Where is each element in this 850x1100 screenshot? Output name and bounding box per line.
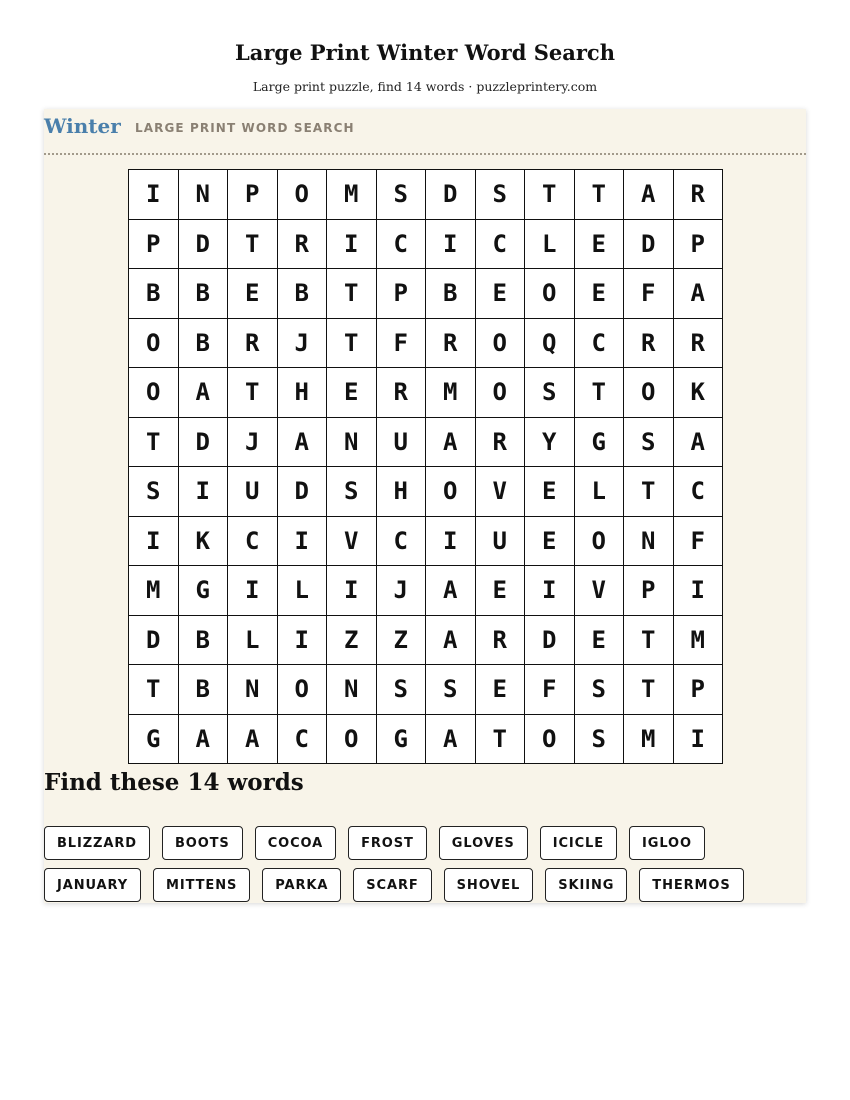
grid-cell[interactable]: T <box>575 170 625 220</box>
grid-cell[interactable]: I <box>179 467 229 517</box>
grid-cell[interactable]: E <box>476 269 526 319</box>
grid-cell[interactable]: S <box>327 467 377 517</box>
grid-cell[interactable]: I <box>426 220 476 270</box>
page-title: Large Print Winter Word Search <box>235 40 615 65</box>
grid-cell[interactable]: O <box>624 368 674 418</box>
grid-cell[interactable]: E <box>525 467 575 517</box>
grid-cell[interactable]: O <box>129 368 179 418</box>
grid-cell[interactable]: O <box>525 715 575 765</box>
grid-cell[interactable]: P <box>674 220 724 270</box>
word-chip[interactable]: IGLOO <box>629 826 705 860</box>
grid-cell[interactable]: N <box>228 665 278 715</box>
grid-cell[interactable]: S <box>476 170 526 220</box>
grid-cell[interactable]: L <box>278 566 328 616</box>
grid-cell[interactable]: I <box>129 170 179 220</box>
grid-cell[interactable]: I <box>228 566 278 616</box>
grid-cell[interactable]: T <box>476 715 526 765</box>
grid-cell[interactable]: B <box>426 269 476 319</box>
grid-cell[interactable]: N <box>327 418 377 468</box>
grid-cell[interactable]: T <box>525 170 575 220</box>
grid-cell[interactable]: P <box>129 220 179 270</box>
grid-cell[interactable]: U <box>476 517 526 567</box>
grid-cell[interactable]: B <box>179 319 229 369</box>
grid-cell[interactable]: T <box>624 616 674 666</box>
grid-cell[interactable]: D <box>624 220 674 270</box>
grid-cell[interactable]: R <box>674 319 724 369</box>
grid-cell[interactable]: T <box>327 319 377 369</box>
grid-cell[interactable]: B <box>129 269 179 319</box>
grid-cell[interactable]: R <box>476 418 526 468</box>
grid-cell[interactable]: C <box>476 220 526 270</box>
grid-cell[interactable]: I <box>327 566 377 616</box>
grid-cell[interactable]: F <box>525 665 575 715</box>
card-header <box>44 109 806 155</box>
grid-cell[interactable]: G <box>129 715 179 765</box>
grid-cell[interactable]: K <box>674 368 724 418</box>
word-list <box>44 826 764 902</box>
grid-cell[interactable]: Z <box>377 616 427 666</box>
grid-cell[interactable]: I <box>327 220 377 270</box>
grid-cell[interactable]: I <box>129 517 179 567</box>
grid-cell[interactable]: A <box>624 170 674 220</box>
grid-cell[interactable]: M <box>426 368 476 418</box>
grid-cell[interactable]: A <box>179 715 229 765</box>
grid-cell[interactable]: N <box>327 665 377 715</box>
grid-cell[interactable]: D <box>278 467 328 517</box>
grid-cell[interactable]: F <box>624 269 674 319</box>
grid-cell[interactable]: L <box>228 616 278 666</box>
grid-cell[interactable]: D <box>129 616 179 666</box>
grid-cell[interactable]: S <box>377 170 427 220</box>
grid-cell[interactable]: A <box>426 418 476 468</box>
grid-cell[interactable]: I <box>278 517 328 567</box>
grid-cell[interactable]: P <box>624 566 674 616</box>
word-chip[interactable]: SCARF <box>353 868 431 902</box>
puzzle-card <box>44 109 806 903</box>
grid-cell[interactable]: E <box>476 566 526 616</box>
grid-cell[interactable]: Y <box>525 418 575 468</box>
grid-cell[interactable]: D <box>179 418 229 468</box>
grid-cell[interactable]: C <box>278 715 328 765</box>
grid-cell[interactable]: P <box>674 665 724 715</box>
grid-cell[interactable]: O <box>476 368 526 418</box>
grid-cell[interactable]: Q <box>525 319 575 369</box>
grid-cell[interactable]: C <box>377 517 427 567</box>
grid-cell[interactable]: C <box>575 319 625 369</box>
grid-cell[interactable]: M <box>129 566 179 616</box>
grid-cell[interactable]: V <box>575 566 625 616</box>
grid-cell[interactable]: T <box>624 467 674 517</box>
grid-cell[interactable]: M <box>624 715 674 765</box>
grid-cell[interactable]: C <box>228 517 278 567</box>
word-chip[interactable]: PARKA <box>262 868 341 902</box>
grid-cell[interactable]: E <box>327 368 377 418</box>
grid-cell[interactable]: B <box>179 665 229 715</box>
grid-cell[interactable]: M <box>674 616 724 666</box>
grid-cell[interactable]: A <box>426 616 476 666</box>
grid-cell[interactable]: T <box>575 368 625 418</box>
grid-cell[interactable]: M <box>327 170 377 220</box>
theme-kicker: LARGE PRINT WORD SEARCH <box>135 121 355 135</box>
word-chip[interactable]: BLIZZARD <box>44 826 150 860</box>
grid-cell[interactable]: N <box>179 170 229 220</box>
grid-cell[interactable]: I <box>674 566 724 616</box>
grid-cell[interactable]: F <box>674 517 724 567</box>
grid-cell[interactable]: O <box>525 269 575 319</box>
word-chip[interactable]: MITTENS <box>153 868 250 902</box>
grid-cell[interactable]: Z <box>327 616 377 666</box>
grid-cell[interactable]: L <box>575 467 625 517</box>
grid-cell[interactable]: E <box>228 269 278 319</box>
grid-cell[interactable]: O <box>327 715 377 765</box>
grid-cell[interactable]: R <box>228 319 278 369</box>
grid-cell[interactable]: U <box>377 418 427 468</box>
grid-cell[interactable]: E <box>525 517 575 567</box>
grid-cell[interactable]: C <box>377 220 427 270</box>
grid-cell[interactable]: I <box>525 566 575 616</box>
grid-cell[interactable]: H <box>278 368 328 418</box>
word-chip[interactable]: JANUARY <box>44 868 141 902</box>
grid-cell[interactable]: G <box>377 715 427 765</box>
grid-cell[interactable]: A <box>278 418 328 468</box>
grid-cell[interactable]: A <box>426 715 476 765</box>
grid-cell[interactable]: V <box>327 517 377 567</box>
grid-cell[interactable]: K <box>179 517 229 567</box>
grid-cell[interactable]: J <box>228 418 278 468</box>
grid-cell[interactable]: A <box>674 269 724 319</box>
grid-cell[interactable]: L <box>525 220 575 270</box>
grid-cell[interactable]: D <box>525 616 575 666</box>
grid-cell[interactable]: E <box>575 616 625 666</box>
grid-cell[interactable]: B <box>179 616 229 666</box>
grid-cell[interactable]: T <box>228 220 278 270</box>
grid-cell[interactable]: J <box>377 566 427 616</box>
grid-cell[interactable]: S <box>624 418 674 468</box>
grid-cell[interactable]: E <box>476 665 526 715</box>
grid-cell[interactable]: P <box>228 170 278 220</box>
word-chip[interactable]: BOOTS <box>162 826 243 860</box>
grid-cell[interactable]: I <box>426 517 476 567</box>
grid-cell[interactable]: A <box>179 368 229 418</box>
grid-cell[interactable]: F <box>377 319 427 369</box>
word-chip[interactable]: THERMOS <box>639 868 743 902</box>
grid-cell[interactable]: C <box>674 467 724 517</box>
grid-cell[interactable]: D <box>426 170 476 220</box>
grid-cell[interactable]: T <box>228 368 278 418</box>
grid-cell[interactable]: G <box>575 418 625 468</box>
grid-cell[interactable]: U <box>228 467 278 517</box>
grid-cell[interactable]: B <box>278 269 328 319</box>
word-chip[interactable]: ICICLE <box>540 826 617 860</box>
grid-cell[interactable]: B <box>179 269 229 319</box>
grid-cell[interactable]: T <box>327 269 377 319</box>
grid-cell[interactable]: A <box>426 566 476 616</box>
word-chip[interactable]: SKIING <box>545 868 627 902</box>
grid-cell[interactable]: V <box>476 467 526 517</box>
grid-cell[interactable]: S <box>129 467 179 517</box>
grid-cell[interactable]: E <box>575 220 625 270</box>
word-chip[interactable]: SHOVEL <box>444 868 534 902</box>
grid-cell[interactable]: S <box>575 715 625 765</box>
word-chip[interactable]: COCOA <box>255 826 336 860</box>
grid-cell[interactable]: A <box>228 715 278 765</box>
grid-cell[interactable]: R <box>278 220 328 270</box>
word-list-heading: Find these 14 words <box>44 769 304 796</box>
grid-cell[interactable]: E <box>575 269 625 319</box>
grid-cell[interactable]: S <box>575 665 625 715</box>
word-chip[interactable]: FROST <box>348 826 427 860</box>
page-subtitle: Large print puzzle, find 14 words · puzzleprintery.com <box>252 79 598 94</box>
grid-cell[interactable]: O <box>278 665 328 715</box>
grid-cell[interactable]: P <box>377 269 427 319</box>
grid-cell[interactable]: R <box>476 616 526 666</box>
grid-cell[interactable]: O <box>129 319 179 369</box>
grid-cell[interactable]: O <box>426 467 476 517</box>
grid-cell[interactable]: D <box>179 220 229 270</box>
grid-cell[interactable]: S <box>377 665 427 715</box>
grid-cell[interactable]: N <box>624 517 674 567</box>
grid-cell[interactable]: R <box>624 319 674 369</box>
grid-cell[interactable]: A <box>674 418 724 468</box>
grid-cell[interactable]: R <box>426 319 476 369</box>
grid-cell[interactable]: O <box>476 319 526 369</box>
grid-cell[interactable]: T <box>129 665 179 715</box>
word-chip[interactable]: GLOVES <box>439 826 528 860</box>
theme-title: Winter <box>44 114 121 138</box>
letter-grid <box>128 169 723 764</box>
grid-cell[interactable]: R <box>377 368 427 418</box>
grid-cell[interactable]: R <box>674 170 724 220</box>
grid-cell[interactable]: S <box>426 665 476 715</box>
grid-cell[interactable]: O <box>278 170 328 220</box>
grid-cell[interactable]: S <box>525 368 575 418</box>
grid-cell[interactable]: T <box>624 665 674 715</box>
grid-cell[interactable]: T <box>129 418 179 468</box>
grid-cell[interactable]: H <box>377 467 427 517</box>
grid-cell[interactable]: G <box>179 566 229 616</box>
grid-cell[interactable]: I <box>278 616 328 666</box>
grid-cell[interactable]: J <box>278 319 328 369</box>
grid-cell[interactable]: O <box>575 517 625 567</box>
grid-cell[interactable]: I <box>674 715 724 765</box>
